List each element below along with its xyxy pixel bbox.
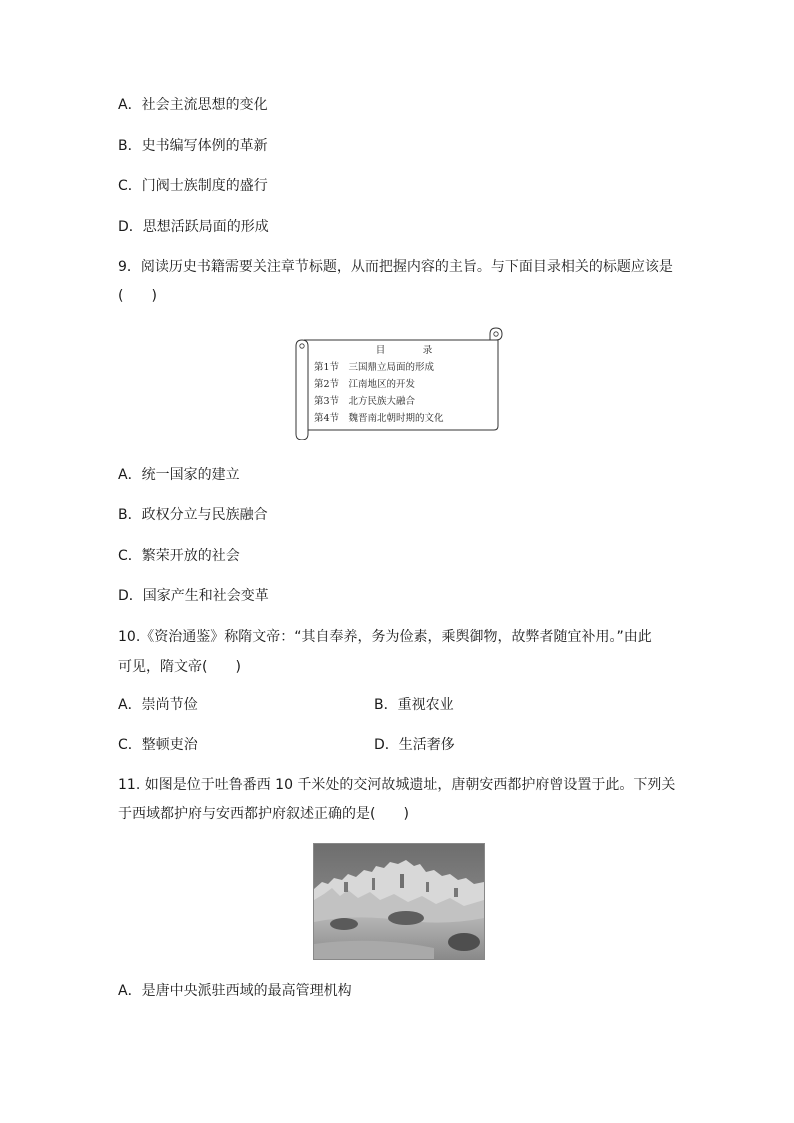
q9-answer-blank: ( ) [118,288,157,304]
toc-item: 第4节 魏晋南北朝时期的文化 [314,413,444,424]
toc-item: 第2节 江南地区的开发 [314,379,416,390]
q8-option-c: C．门阀士族制度的盛行 [118,178,268,194]
q9-option-c: C．繁荣开放的社会 [118,548,240,564]
q9-stem: 9．阅读历史书籍需要关注章节标题，从而把握内容的主旨。与下面目录相关的标题应该是 [118,259,673,275]
q10-option-a: A．崇尚节俭 [118,697,198,713]
q11-option-a: A．是唐中央派驻西域的最高管理机构 [118,983,352,999]
q8-option-d: D．思想活跃局面的形成 [118,219,269,235]
toc-item: 第3节 北方民族大融合 [314,396,416,407]
toc-title: 目 录 [375,345,447,356]
q10-stem-continued: 可见，隋文帝( ) [118,659,241,675]
q9-option-d: D．国家产生和社会变革 [118,588,269,604]
table-of-contents-scroll [292,326,506,440]
toc-item: 第1节 三国鼎立局面的形成 [314,362,435,373]
q11-stem-continued: 于西域都护府与安西都护府叙述正确的是( ) [118,806,409,822]
q10-option-c: C．整顿吏治 [118,737,198,753]
q8-option-a: A．社会主流思想的变化 [118,97,268,113]
q11-stem: 11. 如图是位于吐鲁番西 10 千米处的交河故城遗址，唐朝安西都护府曾设置于此。下列关 [118,777,676,793]
q10-option-d: D．生活奢侈 [374,737,455,753]
toc-content [314,342,494,427]
q10-stem: 10.《资治通鉴》称隋文帝：“其自奉养，务为俭素，乘舆御物，故弊者随宜补用。”由此 [118,629,652,645]
q8-option-b: B．史书编写体例的革新 [118,138,268,154]
q10-option-b: B．重视农业 [374,697,454,713]
jiaohe-ruins-photo [313,843,485,960]
q9-option-b: B．政权分立与民族融合 [118,507,268,523]
q9-option-a: A．统一国家的建立 [118,467,240,483]
